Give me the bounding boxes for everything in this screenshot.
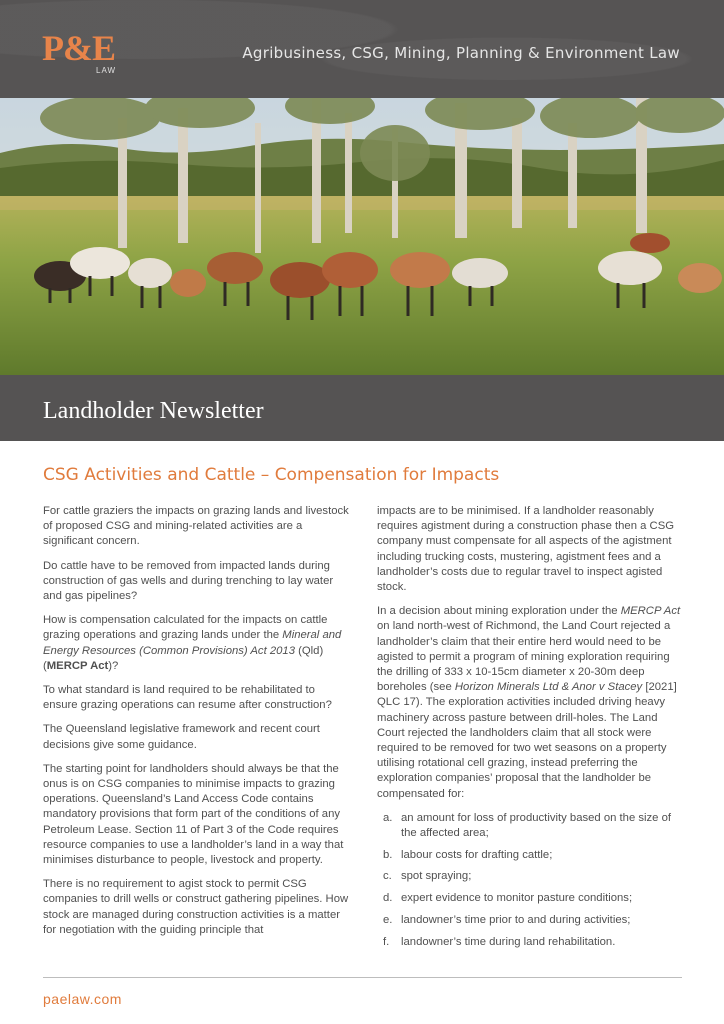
text-run: (Qld) ( <box>43 644 324 672</box>
list-label: d. <box>383 892 393 905</box>
list-item <box>377 891 682 906</box>
paragraph: There is no requirement to agist stock to permit CSG companies to drill wells or construct gathering pipelines. How stock are managed during construction activities is a matter for negotiation with the guiding principle that <box>43 878 349 936</box>
compensation-list <box>377 811 682 950</box>
article-column-right <box>377 504 682 956</box>
list-label: a. <box>383 811 393 824</box>
paragraph <box>43 613 351 674</box>
text-run: How is compensation calculated for the impacts on cattle grazing operations and grazing lands under the <box>43 614 328 642</box>
article-title: CSG Activities and Cattle – Compensation for Impacts <box>43 465 500 485</box>
cattle-photo-illustration <box>0 98 724 375</box>
paragraph: Do cattle have to be removed from impacted lands during construction of gas wells and during trenching to lay water and gas pipelines? <box>43 559 334 603</box>
list-text: expert evidence to monitor pasture conditions; <box>401 892 633 905</box>
paragraph: For cattle graziers the impacts on grazing lands and livestock of proposed CSG and mining-related activities are a significant concern. <box>43 505 349 548</box>
list-text: spot spraying; <box>401 870 472 883</box>
header-tagline: Agribusiness, CSG, Mining, Planning & Environment Law <box>242 44 680 62</box>
text-run: [2021] QLC 17). The exploration activities included driving heavy machinery across pasture between drill-holes. The Land Court rejected the landholders claim that all stock were required to be removed for two wet seasons on a property utilising rotational cell grazing, instead preferring the exploration companies’ proposal that the landholder be compensated for: <box>377 681 677 800</box>
case-name: Horizon Minerals Ltd & Anor v Stacey <box>454 681 643 694</box>
list-item <box>377 848 682 863</box>
text-run: )? <box>108 659 119 672</box>
logo-subtitle: LAW <box>96 66 117 75</box>
pe-logo[interactable]: P&E <box>42 28 115 68</box>
newsletter-title: Landholder Newsletter <box>43 398 264 424</box>
article-column-left <box>43 504 351 947</box>
act-name: Mineral and Energy Resources (Common Provisions) Act 2013 <box>43 629 342 657</box>
list-text: an amount for loss of productivity based on the size of the affected area; <box>401 811 672 840</box>
act-abbreviation: MERCP Act <box>46 659 109 672</box>
list-text: landowner’s time during land rehabilitation. <box>401 935 616 948</box>
act-abbreviation: MERCP Act <box>620 605 681 618</box>
list-item <box>377 913 682 928</box>
list-item <box>377 935 682 950</box>
page-header <box>0 0 724 98</box>
list-label: b. <box>383 848 393 861</box>
website-link[interactable]: paelaw.com <box>43 991 122 1007</box>
newsletter-banner <box>0 375 724 441</box>
list-item <box>377 869 682 884</box>
hero-image-cattle <box>0 98 724 375</box>
list-text: landowner’s time prior to and during activities; <box>401 913 631 926</box>
list-label: f. <box>383 935 390 948</box>
paragraph: The starting point for landholders should always be that the onus is on CSG companies to minimise impacts to grazing operations. Queensland’s Land Access Code contains mandatory provisions that form part of the conditions of any Petroleum Lease. Section 11 of Part 3 of the Code requires resource companies to use a landholder’s land in a way that minimises disturbance to people, livestock and property. <box>43 762 344 867</box>
footer-divider <box>43 977 682 978</box>
list-label: c. <box>383 870 392 883</box>
paragraph: impacts are to be minimised. If a landholder reasonably requires agistment during a construction phase then a CSG company must compensate for all aspects of the agistment including trucking costs, mustering, agistment fees and a landholder’s costs due to regular travel to inspect agisted stock. <box>377 505 675 594</box>
text-run: In a decision about mining exploration under the <box>377 605 621 618</box>
list-text: labour costs for drafting cattle; <box>401 848 553 861</box>
text-run: on land north-west of Richmond, the Land Court rejected a landholder’s claim that their entire herd would need to be agisted to permit a program of mining exploration requiring the drilling of 333 x 10-15cm diameter x 20-30m deep boreholes (see <box>377 620 671 694</box>
list-item <box>377 811 682 841</box>
list-label: e. <box>383 913 393 926</box>
paragraph: The Queensland legislative framework and recent court decisions give some guidance. <box>43 723 320 751</box>
paragraph <box>377 604 682 802</box>
paragraph: To what standard is land required to be rehabilitated to ensure grazing operations can resume after construction? <box>43 684 332 712</box>
